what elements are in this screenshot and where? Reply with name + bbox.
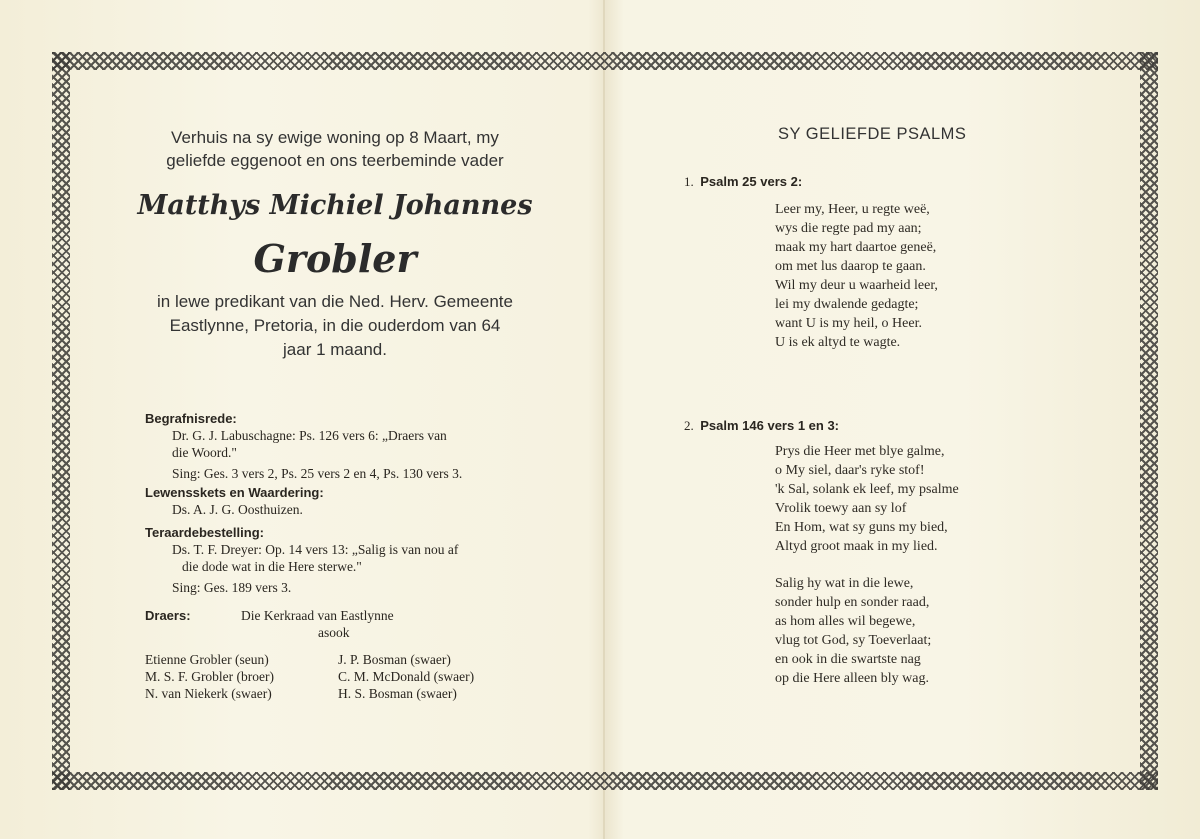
verse-line: 'k Sal, solank ek leef, my psalme <box>775 482 959 497</box>
outro-text <box>120 290 550 362</box>
section-begrafnisrede <box>145 410 545 482</box>
intro-line: Verhuis na sy ewige woning op 8 Maart, my <box>171 128 499 147</box>
verse-line: lei my dwalende gedagte; <box>775 297 919 312</box>
verse-line: vlug tot God, sy Toeverlaat; <box>775 633 932 648</box>
psalm-reference: Psalm 25 vers 2: <box>700 174 803 189</box>
verse-line: Wil my deur u waarheid leer, <box>775 278 938 293</box>
verse-line: om met lus daarop te gaan. <box>775 259 926 274</box>
psalm-1-heading <box>684 174 802 190</box>
section-line: Dr. G. J. Labuschagne: Ps. 126 vers 6: „Draers van <box>172 428 447 443</box>
verse-line: o My siel, daar's ryke stof! <box>775 463 925 478</box>
verse-line: Vrolik toewy aan sy lof <box>775 501 907 516</box>
verse-line: want U is my heil, o Heer. <box>775 316 922 331</box>
outro-line: jaar 1 maand. <box>283 340 387 359</box>
verse-line: Altyd groot maak in my lied. <box>775 539 938 554</box>
psalm-1-verse <box>775 200 938 352</box>
verse-line: as hom alles wil begewe, <box>775 614 916 629</box>
border-right <box>1140 52 1158 790</box>
verse-line: Salig hy wat in die lewe, <box>775 576 914 591</box>
psalm-number: 1. <box>684 174 694 189</box>
psalms-title: SY GELIEFDE PSALMS <box>778 125 967 143</box>
section-teraardebestelling <box>145 524 545 596</box>
intro-text <box>120 126 550 172</box>
verse-line: En Hom, wat sy guns my bied, <box>775 520 948 535</box>
section-heading: Begrafnisrede: <box>145 411 237 426</box>
outro-line: Eastlynne, Pretoria, in die ouderdom van 64 <box>169 316 501 335</box>
outro-line: in lewe predikant van die Ned. Herv. Gemeente <box>157 292 513 311</box>
pallbearer: Etienne Grobler (seun) <box>145 652 269 667</box>
verse-line: U is ek altyd te wagte. <box>775 335 901 350</box>
border-bottom <box>52 772 1158 790</box>
pallbearer: M. S. F. Grobler (broer) <box>145 669 275 684</box>
verse-line: wys die regte pad my aan; <box>775 221 922 236</box>
pallbearer: H. S. Bosman (swaer) <box>338 686 457 701</box>
section-heading: Teraardebestelling: <box>145 525 264 540</box>
border-top <box>52 52 1158 70</box>
section-heading: Lewensskets en Waardering: <box>145 485 324 500</box>
section-line: Sing: Ges. 3 vers 2, Ps. 25 vers 2 en 4, Ps. 130 vers 3. <box>172 466 463 481</box>
section-draers <box>145 607 545 702</box>
verse-line: maak my hart daartoe geneë, <box>775 240 937 255</box>
section-line: Sing: Ges. 189 vers 3. <box>172 580 292 595</box>
psalm-2-heading <box>684 418 839 434</box>
section-line: Die Kerkraad van Eastlynne <box>241 608 394 623</box>
pallbearer: N. van Niekerk (swaer) <box>145 686 272 701</box>
pallbearer: J. P. Bosman (swaer) <box>338 652 451 667</box>
deceased-given-names: Matthys Michiel Johannes <box>137 190 533 221</box>
psalm-2-verse-a <box>775 442 959 556</box>
deceased-surname: Grobler <box>253 236 417 281</box>
section-lewensskets <box>145 484 545 518</box>
verse-line: Prys die Heer met blye galme, <box>775 444 945 459</box>
section-line: Ds. A. J. G. Oosthuizen. <box>172 502 303 517</box>
intro-line: geliefde eggenoot en ons teerbeminde vader <box>166 151 504 170</box>
verse-line: en ook in die swartste nag <box>775 652 921 667</box>
psalm-number: 2. <box>684 418 694 433</box>
psalm-2-verse-b <box>775 574 931 688</box>
verse-line: op die Here alleen bly wag. <box>775 671 929 686</box>
section-heading: Draers: <box>145 608 191 623</box>
page-fold <box>603 0 605 839</box>
psalm-reference: Psalm 146 vers 1 en 3: <box>700 418 840 433</box>
verse-line: Leer my, Heer, u regte weë, <box>775 202 930 217</box>
section-line: Ds. T. F. Dreyer: Op. 14 vers 13: „Salig is van nou af <box>172 542 459 557</box>
pallbearer: C. M. McDonald (swaer) <box>338 669 475 684</box>
border-left <box>52 52 70 790</box>
section-line: die dode wat in die Here sterwe." <box>182 559 362 574</box>
verse-line: sonder hulp en sonder raad, <box>775 595 930 610</box>
section-line: die Woord." <box>172 445 237 460</box>
section-line: asook <box>318 625 350 640</box>
